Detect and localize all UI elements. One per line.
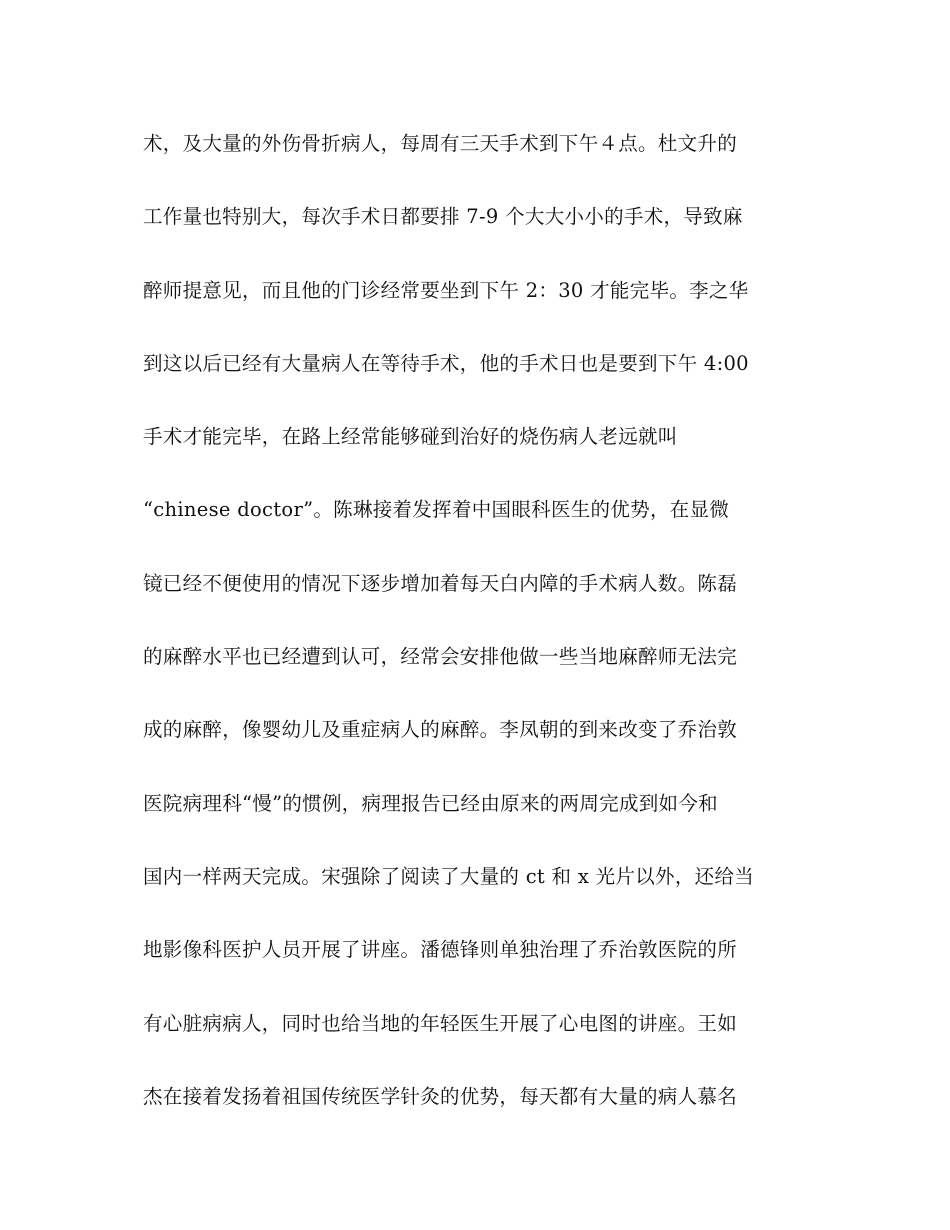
text-line: “chinese doctor”。陈琳接着发挥着中国眼科医生的优势，在显微 <box>143 498 730 522</box>
text-line: 的麻醉水平也已经遭到认可，经常会安排他做一些当地麻醉师无法完 <box>143 645 738 669</box>
text-line: 成的麻醉，像婴幼儿及重症病人的麻醉。李凤朝的到来改变了乔治敦 <box>143 718 738 742</box>
text-line: 手术才能完毕，在路上经常能够碰到治好的烧伤病人老远就叫 <box>143 425 678 449</box>
text-line: 医院病理科“慢”的惯例，病理报告已经由原来的两周完成到如今和 <box>143 791 718 815</box>
text-line: 镜已经不便使用的情况下逐步增加着每天白内障的手术病人数。陈磊 <box>143 571 738 595</box>
text-line: 术，及大量的外伤骨折病人，每周有三天手术到下午４点。杜文升的 <box>143 132 738 155</box>
body-text <box>143 124 823 1150</box>
text-line: 工作量也特别大，每次手术日都要排 7-9 个大大小小的手术，导致麻 <box>143 205 743 229</box>
text-line: 有心脏病病人，同时也给当地的年轻医生开展了心电图的讲座。王如 <box>143 1011 738 1035</box>
text-line: 国内一样两天完成。宋强除了阅读了大量的 ct 和 x 光片以外，还给当 <box>143 864 755 888</box>
text-line: 地影像科医护人员开展了讲座。潘德锋则单独治理了乔治敦医院的所 <box>143 938 738 962</box>
text-line: 到这以后已经有大量病人在等待手术，他的手术日也是要到下午 4:00 <box>143 351 749 375</box>
text-line: 杰在接着发扬着祖国传统医学针灸的优势，每天都有大量的病人慕名 <box>143 1084 738 1108</box>
text-line: 醉师提意见，而且他的门诊经常要坐到下午 2：30 才能完毕。李之华 <box>143 278 749 302</box>
